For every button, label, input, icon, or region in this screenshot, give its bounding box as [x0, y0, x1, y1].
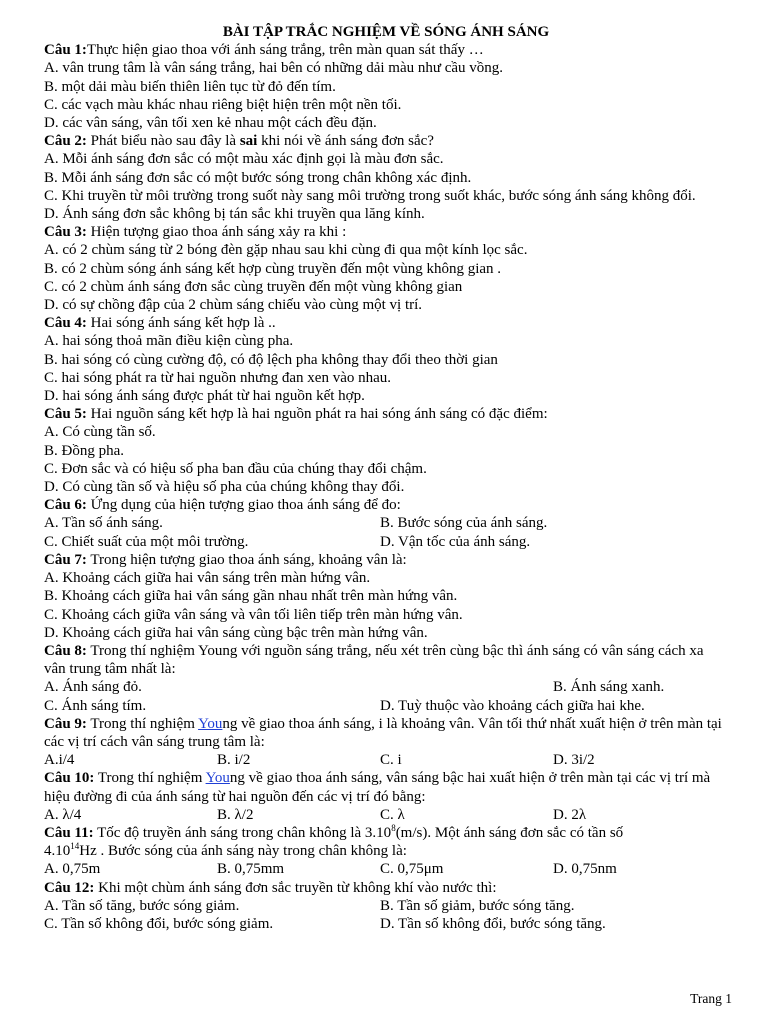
question-text: Hz . Bước sóng của ánh sáng này trong chân không là: [79, 843, 407, 860]
question-8 [44, 642, 728, 678]
option: D. Tần số không đổi, bước sóng tăng. [380, 915, 606, 932]
question-text: Hai nguồn sáng kết hợp là hai nguồn phát ra hai sóng ánh sáng có đặc điểm: [90, 406, 548, 423]
question-11 [44, 824, 728, 842]
option: B. Khoảng cách giữa hai vân sáng gần nhau nhất trên màn hứng vân. [44, 588, 458, 605]
young-link[interactable]: You [198, 715, 223, 732]
option: B. λ/2 [217, 806, 254, 823]
question-text: 4.10 [44, 843, 71, 860]
option: B. Đồng pha. [44, 442, 124, 459]
exponent: 14 [70, 841, 80, 852]
question-text: Trong thí nghiệm [90, 715, 195, 732]
option: A. hai sóng thoả mãn điều kiện cùng pha. [44, 333, 294, 350]
question-label: Câu 7: [44, 551, 87, 568]
option: D. các vân sáng, vân tối xen kẻ nhau một cách đều đặn. [44, 115, 377, 132]
question-label: Câu 5: [44, 406, 87, 423]
question-label: Câu 2: [44, 133, 87, 150]
option: A. Ánh sáng đỏ. [44, 679, 142, 696]
option: C. i [380, 752, 402, 769]
option: A. Có cùng tần số. [44, 424, 156, 441]
option: B. Mỗi ánh sáng đơn sắc có một bước sóng trong chân không xác định. [44, 169, 472, 186]
option: C. các vạch màu khác nhau riêng biệt hiện trên một nền tối. [44, 96, 402, 113]
option: D. hai sóng ánh sáng được phát từ hai nguồn kết hợp. [44, 388, 365, 405]
option: C. Chiết suất của một môi trường. [44, 533, 249, 550]
young-link[interactable]: You [205, 770, 230, 787]
emphasis-word: sai [239, 133, 258, 150]
option: B. 0,75mm [217, 861, 285, 878]
option: D. Khoảng cách giữa hai vân sáng cùng bậc trên màn hứng vân. [44, 624, 428, 641]
option-row [44, 514, 728, 532]
option: B. một dải màu biến thiên liên tục từ đỏ đến tím. [44, 78, 336, 95]
question-9 [44, 715, 728, 751]
option-row [44, 678, 728, 696]
exponent: 8 [391, 822, 396, 833]
option: C. hai sóng phát ra từ hai nguồn nhưng đan xen vào nhau. [44, 369, 392, 386]
option: A. Tần số ánh sáng. [44, 515, 163, 532]
question-4 [44, 314, 728, 332]
option-row [44, 697, 728, 715]
question-text: Hiện tượng giao thoa ánh sáng xảy ra khi : [90, 224, 347, 241]
option: C. có 2 chùm ánh sáng đơn sắc cùng truyền đến một vùng không gian [44, 278, 463, 295]
question-text: Khi một chùm ánh sáng đơn sắc truyền từ không khí vào nước thì: [98, 879, 497, 896]
option: C. 0,75μm [380, 861, 444, 878]
question-text: Hai sóng ánh sáng kết hợp là .. [90, 315, 276, 332]
question-label: Câu 9: [44, 715, 87, 732]
question-label: Câu 4: [44, 315, 87, 332]
question-text: Thực hiện giao thoa với ánh sáng trắng, trên màn quan sát thấy … [86, 42, 484, 59]
option-row [44, 860, 728, 878]
option: B. Bước sóng của ánh sáng. [380, 515, 548, 532]
question-6 [44, 496, 728, 514]
question-label: Câu 6: [44, 497, 87, 514]
option: D. 2λ [553, 806, 587, 823]
question-text: Phát biểu nào sau đây là [90, 133, 237, 150]
option: B. Tần số giảm, bước sóng tăng. [380, 897, 575, 914]
page-title: BÀI TẬP TRẮC NGHIỆM VỀ SÓNG ÁNH SÁNG [222, 24, 550, 40]
option: D. Có cùng tần số và hiệu số pha của chúng không thay đổi. [44, 479, 405, 496]
option-row [44, 533, 728, 551]
question-text: Trong thí nghiệm Young với nguồn sáng trắng, nếu xét trên cùng bậc thì ánh sáng có vân sáng cách xa vân trung tâm nhất là: [44, 642, 704, 678]
option: A. vân trung tâm là vân sáng trắng, hai bên có những dải màu như cầu vồng. [44, 60, 504, 77]
option: C. Khi truyền từ môi trường trong suốt này sang môi trường trong suốt khác, bước sóng ánh sáng không đổi. [44, 187, 696, 204]
option: A. Khoảng cách giữa hai vân sáng trên màn hứng vân. [44, 570, 371, 587]
option: C. Tần số không đổi, bước sóng giảm. [44, 915, 274, 932]
option: C. Khoảng cách giữa vân sáng và vân tối liên tiếp trên màn hứng vân. [44, 606, 463, 623]
option-row [44, 915, 728, 933]
option: A.i/4 [44, 752, 75, 769]
question-label: Câu 3: [44, 224, 87, 241]
option-row [44, 751, 728, 769]
question-label: Câu 10: [44, 770, 95, 787]
option: D. Ánh sáng đơn sắc không bị tán sắc khi truyền qua lăng kính. [44, 206, 425, 223]
question-12 [44, 879, 728, 897]
worksheet-page [44, 23, 728, 933]
option: B. hai sóng có cùng cường độ, có độ lệch pha không thay đổi theo thời gian [44, 351, 498, 368]
option: A. Mỗi ánh sáng đơn sắc có một màu xác định gọi là màu đơn sắc. [44, 151, 444, 168]
question-label: Câu 1: [44, 42, 87, 59]
option: D. 0,75nm [553, 861, 617, 878]
question-1 [44, 41, 728, 59]
question-text: Trong hiện tượng giao thoa ánh sáng, khoảng vân là: [90, 551, 407, 568]
question-3 [44, 223, 728, 241]
option-row [44, 806, 728, 824]
question-text: Ứng dụng của hiện tượng giao thoa ánh sáng để đo: [90, 497, 401, 514]
option: D. Tuỳ thuộc vào khoảng cách giữa hai khe. [380, 697, 645, 714]
question-text: Tốc độ truyền ánh sáng trong chân không là 3.10 [97, 824, 392, 841]
page-number: Trang 1 [690, 991, 732, 1006]
option: D. Vận tốc của ánh sáng. [380, 533, 531, 550]
question-text: ng về giao thoa ánh sáng, vân sáng bậc hai xuất hiện ở trên màn tại các vị trí mà hiệu đường đi của ánh sáng từ hai nguồn đến các vị trí đó bằng: [44, 770, 711, 805]
option: C. Ánh sáng tím. [44, 697, 147, 714]
option: D. có sự chồng đập của 2 chùm sáng chiếu vào cùng một vị trí. [44, 297, 423, 314]
question-text: ng về giao thoa ánh sáng, i là khoảng vân. Vân tối thứ nhất xuất hiện ở trên màn tại các vị trí cách vân sáng trung tâm là: [44, 715, 722, 750]
option: A. Tần số tăng, bước sóng giảm. [44, 897, 240, 914]
option: C. λ [380, 806, 405, 823]
question-7 [44, 551, 728, 569]
question-text: khi nói về ánh sáng đơn sắc? [261, 133, 434, 150]
option: B. có 2 chùm sóng ánh sáng kết hợp cùng truyền đến một vùng không gian . [44, 260, 502, 277]
question-text: (m/s). Một ánh sáng đơn sắc có tần số [395, 824, 624, 841]
option: A. 0,75m [44, 861, 101, 878]
question-2 [44, 132, 728, 150]
question-text: Trong thí nghiệm [97, 770, 203, 787]
option: D. 3i/2 [553, 752, 595, 769]
option: C. Đơn sắc và có hiệu số pha ban đầu của chúng thay đổi chậm. [44, 460, 427, 477]
question-label: Câu 11: [44, 824, 94, 841]
question-10 [44, 769, 728, 805]
question-label: Câu 8: [44, 642, 87, 659]
question-11-cont [44, 842, 728, 860]
option: B. Ánh sáng xanh. [553, 679, 665, 696]
option: B. i/2 [217, 752, 251, 769]
option: A. λ/4 [44, 806, 82, 823]
option: A. có 2 chùm sáng từ 2 bóng đèn gặp nhau sau khi cùng đi qua một kính lọc sắc. [44, 242, 528, 259]
question-label: Câu 12: [44, 879, 95, 896]
question-5 [44, 405, 728, 423]
option-row [44, 897, 728, 915]
